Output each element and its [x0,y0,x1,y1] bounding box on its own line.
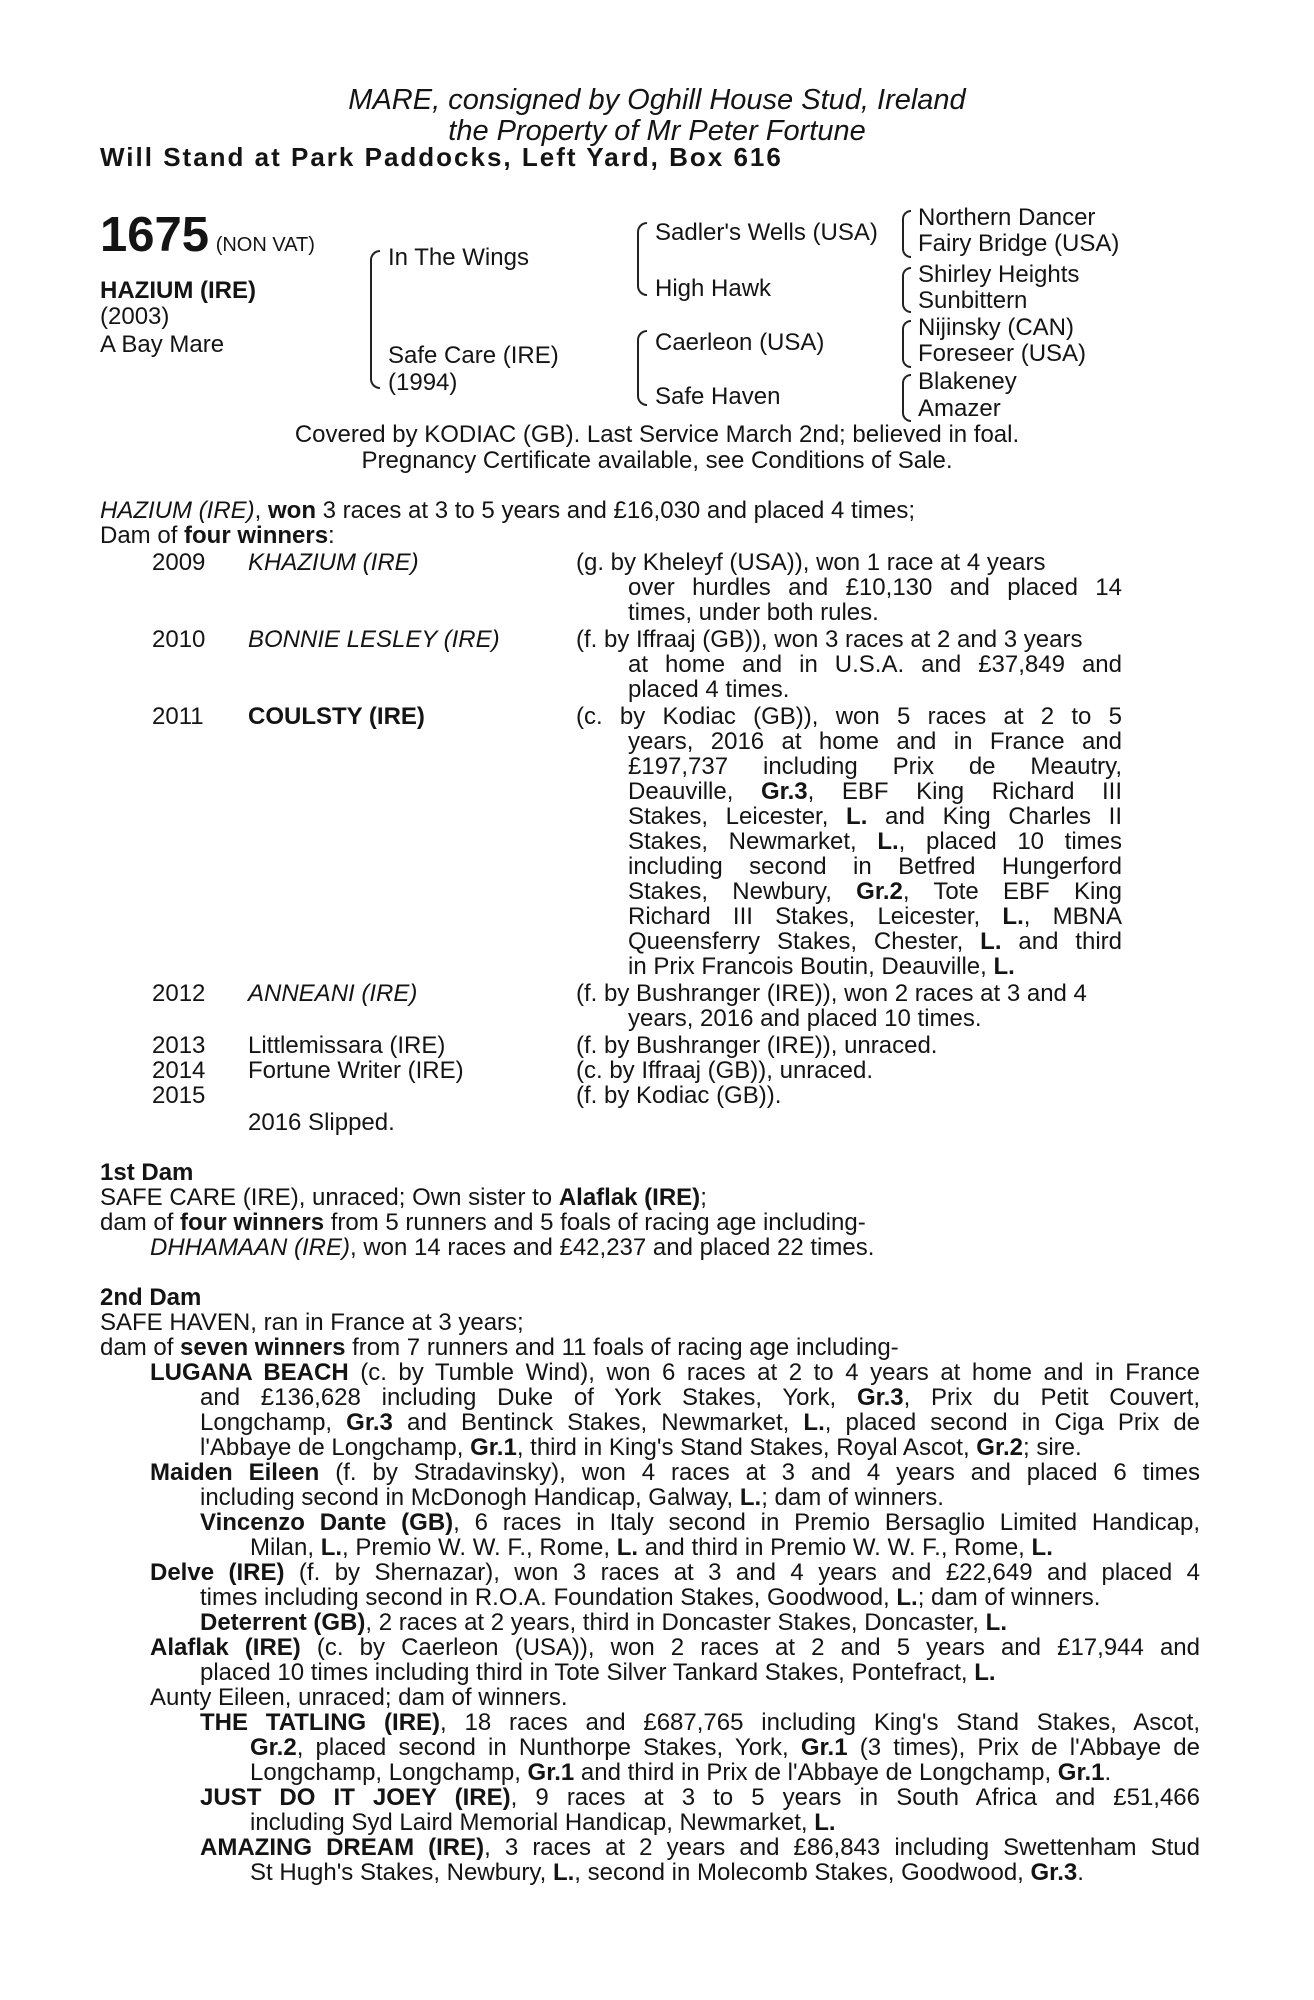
produce-line: Stakes, Newmarket, L., placed 10 times [628,828,1122,855]
produce-year: 2015 [152,1082,206,1109]
second-dam-line: dam of seven winners from 7 runners and 11 foals of racing age including- [100,1334,899,1361]
second-dam-line: l'Abbaye de Longchamp, Gr.1, third in King's Stand Stakes, Royal Ascot, Gr.2; sire. [200,1434,1082,1461]
second-dam-line: AMAZING DREAM (IRE), 3 races at 2 years and £86,843 including Swettenham Stud [200,1834,1200,1861]
lot-name: HAZIUM (IRE) [100,277,256,304]
produce-line: £197,737 including Prix de Meautry, [628,753,1122,780]
header-line-2: the Property of Mr Peter Fortune [448,115,866,147]
produce-name: KHAZIUM (IRE) [248,549,419,576]
produce-line: (f. by Kodiac (GB)). [576,1082,782,1109]
second-dam-line: and £136,628 including Duke of York Stakes, York, Gr.3, Prix du Petit Couvert, [200,1384,1200,1411]
produce-year: 2012 [152,980,206,1007]
second-dam-line: including second in McDonogh Handicap, Galway, L.; dam of winners. [200,1484,944,1511]
ped-sd: High Hawk [655,275,772,302]
second-dam-heading: 2nd Dam [100,1284,202,1311]
second-dam-line: Vincenzo Dante (GB), 6 races in Italy second in Premio Bersaglio Limited Handicap, [200,1509,1200,1536]
produce-year: 2011 [152,703,204,730]
second-dam-line: St Hugh's Stakes, Newbury, L., second in Molecomb Stakes, Goodwood, Gr.3. [250,1859,1084,1886]
produce-line: Deauville, Gr.3, EBF King Richard III [628,778,1122,805]
second-dam-line: Maiden Eileen (f. by Stradavinsky), won 4 races at 3 and 4 years and placed 6 times [150,1459,1200,1486]
intro-rest: 3 races at 3 to 5 years and £16,030 and placed 4 times; [316,497,916,524]
first-dam-heading: 1st Dam [100,1159,194,1186]
second-dam-line: Milan, L., Premio W. W. F., Rome, L. and third in Premio W. W. F., Rome, L. [250,1534,1053,1561]
produce-line: years, 2016 and placed 10 times. [628,1005,982,1032]
produce-year: 2014 [152,1057,206,1084]
produce-line: times, under both rules. [628,599,879,626]
produce-line: in Prix Francois Boutin, Deauville, L. [628,953,1015,980]
pedigree-brace-ss [902,210,911,258]
ped-dam: Safe Care (IRE) [388,342,559,369]
second-dam-line: Aunty Eileen, unraced; dam of winners. [150,1684,568,1711]
intro-colon: : [328,522,335,549]
second-dam-line: placed 10 times including third in Tote Silver Tankard Stakes, Pontefract, L. [200,1659,996,1686]
produce-line: at home and in U.S.A. and £37,849 and [628,651,1122,678]
second-dam-line: Longchamp, Longchamp, Gr.1 and third in Prix de l'Abbaye de Longchamp, Gr.1. [250,1759,1112,1786]
pedigree-brace-sd [902,267,911,313]
lot-vat: (NON VAT) [215,234,315,256]
second-dam-line: Longchamp, Gr.3 and Bentinck Stakes, Newmarket, L., placed second in Ciga Prix de [200,1409,1201,1436]
lot-year: (2003) [100,303,170,330]
produce-year: 2009 [152,549,206,576]
intro-line-2 [100,523,335,548]
ped-ss: Sadler's Wells (USA) [655,219,878,246]
pedigree-brace-sire [637,222,647,296]
second-dam-line: LUGANA BEACH (c. by Tumble Wind), won 6 races at 2 to 4 years at home and in France [150,1359,1200,1386]
second-dam-line: SAFE HAVEN, ran in France at 3 years; [100,1309,524,1336]
produce-name: BONNIE LESLEY (IRE) [248,626,500,653]
second-dam-line: including Syd Laird Memorial Handicap, Newmarket, L. [250,1809,836,1836]
produce-name: COULSTY (IRE) [248,703,425,730]
pedigree-brace-dd [902,374,911,422]
produce-line: (f. by Iffraaj (GB)), won 3 races at 2 and 3 years [576,626,1083,653]
produce-line: Richard III Stakes, Leicester, L., MBNA [628,903,1122,930]
second-dam-line: JUST DO IT JOEY (IRE), 9 races at 3 to 5 years in South Africa and £51,466 [200,1784,1201,1811]
ped-dsd: Foreseer (USA) [918,340,1087,367]
produce-line: (c. by Iffraaj (GB)), unraced. [576,1057,873,1084]
intro-winners: four winners [184,522,329,549]
produce-name: ANNEANI (IRE) [248,980,418,1007]
covered-line-2: Pregnancy Certificate available, see Conditions of Sale. [361,447,953,474]
ped-dss: Nijinsky (CAN) [918,314,1074,341]
intro-line-1: HAZIUM (IRE), won 3 races at 3 to 5 years and £16,030 and placed 4 times; [100,497,916,524]
second-dam-line: Delve (IRE) (f. by Shernazar), won 3 races at 3 and 4 years and £22,649 and placed 4 [150,1559,1201,1586]
produce-line: Stakes, Newbury, Gr.2, Tote EBF King [628,878,1122,905]
ped-dds: Blakeney [918,368,1017,395]
covered-line-1: Covered by KODIAC (GB). Last Service March 2nd; believed in foal. [294,421,1020,448]
intro-won: won [268,497,316,524]
produce-line: over hurdles and £10,130 and placed 14 [628,574,1122,601]
pedigree-brace-dam [637,330,647,406]
produce-line: (f. by Bushranger (IRE)), won 2 races at 3 and 4 [576,980,1087,1007]
produce-year: 2013 [152,1032,206,1059]
second-dam-line: Deterrent (GB), 2 races at 2 years, third in Doncaster Stakes, Doncaster, L. [200,1609,1007,1636]
lot-number-row [100,210,315,260]
produce-name: 2016 Slipped. [248,1109,395,1136]
produce-name: Littlemissara (IRE) [248,1032,446,1059]
first-dam-line: SAFE CARE (IRE), unraced; Own sister to Alaflak (IRE); [100,1184,707,1211]
second-dam-line: Alaflak (IRE) (c. by Caerleon (USA)), won 2 races at 2 and 5 years and £17,944 and [150,1634,1200,1661]
second-dam-line: times including second in R.O.A. Foundation Stakes, Goodwood, L.; dam of winners. [200,1584,1101,1611]
produce-line: Queensferry Stakes, Chester, L. and third [628,928,1122,955]
second-dam-line: Gr.2, placed second in Nunthorpe Stakes, York, Gr.1 (3 times), Prix de l'Abbaye de [250,1734,1200,1761]
produce-name: Fortune Writer (IRE) [248,1057,464,1084]
produce-year: 2010 [152,626,206,653]
header-line-1: MARE, consigned by Oghill House Stud, Ireland [348,84,966,116]
produce-line: (c. by Kodiac (GB)), won 5 races at 2 to 5 [576,703,1122,730]
first-dam-line: dam of four winners from 5 runners and 5 foals of racing age including- [100,1209,866,1236]
produce-line: Stakes, Leicester, L. and King Charles II [628,803,1122,830]
ped-sire: In The Wings [388,244,529,271]
second-dam-line: THE TATLING (IRE), 18 races and £687,765 including King's Stand Stakes, Ascot, [200,1709,1200,1736]
pedigree-brace-main [370,250,380,389]
ped-sss: Northern Dancer [918,204,1096,231]
ped-sdd: Sunbittern [918,287,1028,314]
ped-sds: Shirley Heights [918,261,1080,288]
lot-desc: A Bay Mare [100,331,225,358]
produce-line: (g. by Kheleyf (USA)), won 1 race at 4 years [576,549,1046,576]
ped-ddd: Amazer [918,395,1001,422]
produce-line: years, 2016 at home and in France and [628,728,1122,755]
ped-dd: Safe Haven [655,383,781,410]
ped-ds: Caerleon (USA) [655,329,825,356]
ped-ssd: Fairy Bridge (USA) [918,230,1120,257]
produce-line: including second in Betfred Hungerford [628,853,1122,880]
ped-dam-year: (1994) [388,369,458,396]
intro-dam-of: Dam of [100,522,185,549]
first-dam-line: DHHAMAAN (IRE), won 14 races and £42,237 and placed 22 times. [150,1234,875,1261]
produce-line: (f. by Bushranger (IRE)), unraced. [576,1032,938,1059]
lot-number: 1675 [100,208,210,262]
header-line-3: Will Stand at Park Paddocks, Left Yard, Box 616 [100,142,783,172]
pedigree-brace-ds [902,320,911,368]
intro-name: HAZIUM (IRE) [100,497,255,524]
produce-line: placed 4 times. [628,676,790,703]
